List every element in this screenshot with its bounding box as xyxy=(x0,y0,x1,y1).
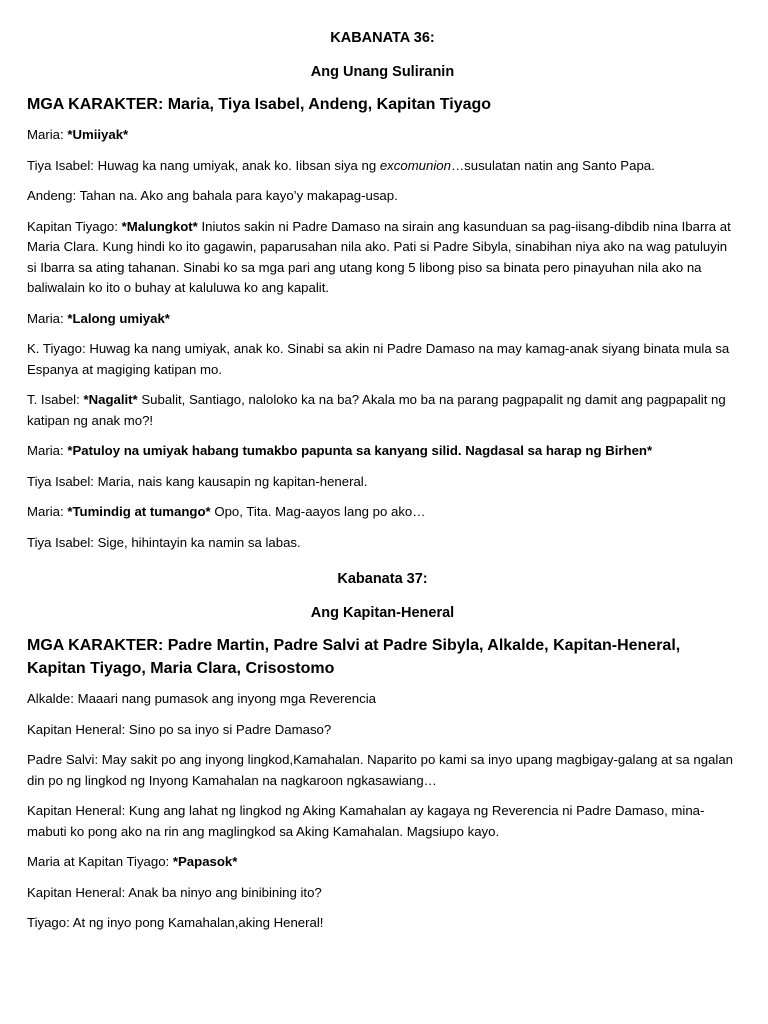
dialogue-line xyxy=(27,750,738,791)
stage-direction: *Lalong umiyak* xyxy=(67,310,170,326)
dialogue-text: Huwag ka nang umiyak, anak ko. Sinabi sa akin ni Padre Damaso na may kamag-anak siyang binata mula sa Espanya at magiging katipan mo. xyxy=(27,341,730,377)
dialogue-line xyxy=(27,801,738,842)
speaker: Kapitan Heneral: xyxy=(27,721,129,737)
dialogue-text: Subalit, Santiago, naloloko ka na ba? Akala mo ba na parang pagpapalit ng damit ang pagpapalit ng katipan ng anak mo?! xyxy=(27,392,726,428)
speaker: T. Isabel: xyxy=(27,392,84,407)
chapter-37-title: Ang Kapitan-Heneral xyxy=(310,605,455,621)
dialogue-text: Huwag ka nang umiyak, anak ko. Iibsan siya ng xyxy=(97,157,380,173)
stage-direction: *Umiiyak* xyxy=(67,127,129,142)
stage-direction: *Nagalit* xyxy=(83,392,138,407)
speaker: Kapitan Heneral: xyxy=(27,803,129,818)
dialogue-text: Sino po sa inyo si Padre Damaso? xyxy=(128,721,332,737)
speaker: Kapitan Heneral: xyxy=(27,884,129,900)
dialogue-text: Iniutos sakin ni Padre Damaso na sirain ang kasunduan sa pag-iisang-dibdib nina Ibarra at Maria Clara. Kung hindi ko ito gagawin, paparusahan nila ako. Pati si Padre Sibyla, sinabihan niya ako na wag patuluyin si Ibarra sa ating tahanan. Sinabi ko sa mga pari ang utang kong 5 libong piso sa binata pero pinayuhan nila ako na baliwalain ko ito o buhay at kaluluwa ko ang kapalit. xyxy=(27,218,731,295)
speaker: Maria: xyxy=(27,504,68,519)
dialogue-text: At ng inyo pong Kamahalan,aking Heneral! xyxy=(72,915,324,930)
chapter-36-characters: MGA KARAKTER: Maria, Tiya Isabel, Andeng, Kapitan Tiyago xyxy=(27,96,492,113)
speaker: K. Tiyago: xyxy=(27,341,90,356)
dialogue-line xyxy=(27,533,738,554)
dialogue-text: Sige, hihintayin ka namin sa labas. xyxy=(97,534,301,550)
dialogue-line xyxy=(27,217,738,299)
chapter-36-title: Ang Unang Suliranin xyxy=(310,64,455,80)
dialogue-line xyxy=(27,441,738,462)
dialogue-line xyxy=(27,339,738,380)
speaker: Maria at Kapitan Tiyago: xyxy=(27,854,173,869)
dialogue-line xyxy=(27,852,738,873)
dialogue-text: Maaari nang pumasok ang inyong mga Reverencia xyxy=(77,691,376,706)
dialogue-line xyxy=(27,913,738,934)
stage-direction: *Tumindig at tumango* xyxy=(67,504,211,519)
dialogue-line xyxy=(27,689,738,710)
dialogue-line xyxy=(27,720,738,741)
dialogue-line xyxy=(27,186,738,207)
speaker: Tiya Isabel: xyxy=(27,157,98,173)
speaker: Maria: xyxy=(27,127,68,142)
speaker: Kapitan Tiyago: xyxy=(27,218,122,234)
stage-direction: *Papasok* xyxy=(172,854,238,869)
speaker: Andeng: xyxy=(27,188,80,203)
stage-direction: *Patuloy na umiyak habang tumakbo papunta sa kanyang silid. Nagdasal sa harap ng Birhen* xyxy=(67,443,653,458)
speaker: Maria: xyxy=(27,443,68,458)
dialogue-text: Opo, Tita. Mag-aayos lang po ako… xyxy=(210,504,426,519)
dialogue-line xyxy=(27,156,738,177)
chapter-36-number: KABANATA 36: xyxy=(330,30,435,46)
dialogue-line xyxy=(27,390,738,431)
dialogue-line xyxy=(27,883,738,904)
dialogue-text: May sakit po ang inyong lingkod,Kamahalan. Naparito po kami sa inyo upang magbigay-galang at sa ngalan din po ng lingkod ng Inyong Kamahalan na nagkaroon ngkasawiang… xyxy=(27,752,733,788)
dialogue-text: …susulatan natin ang Santo Papa. xyxy=(450,157,655,173)
speaker: Tiya Isabel: xyxy=(27,473,98,489)
dialogue-text: Maria, nais kang kausapin ng kapitan-heneral. xyxy=(97,473,368,489)
dialogue-italic: excomunion xyxy=(379,157,451,173)
dialogue-text: Tahan na. Ako ang bahala para kayo’y makapag-usap. xyxy=(79,188,398,203)
dialogue-line xyxy=(27,125,738,146)
speaker: Tiyago: xyxy=(27,915,73,930)
chapter-37-number: Kabanata 37: xyxy=(337,571,428,587)
dialogue-line xyxy=(27,502,738,523)
dialogue-line xyxy=(27,472,738,493)
dialogue-line xyxy=(27,309,738,330)
dialogue-text: Kung ang lahat ng lingkod ng Aking Kamahalan ay kagaya ng Reverencia ni Padre Damaso, mina-mabuti ko pong ako na rin ang maglingkod sa Aking Kamahalan. Magsiupo kayo. xyxy=(27,803,705,839)
dialogue-text: Anak ba ninyo ang binibining ito? xyxy=(128,884,322,900)
chapter-37-characters: MGA KARAKTER: Padre Martin, Padre Salvi at Padre Sibyla, Alkalde, Kapitan-Heneral, Kapitan Tiyago, Maria Clara, Crisostomo xyxy=(27,637,681,677)
speaker: Alkalde: xyxy=(27,691,78,706)
speaker: Maria: xyxy=(27,310,68,326)
speaker: Padre Salvi: xyxy=(27,752,102,767)
speaker: Tiya Isabel: xyxy=(27,534,98,550)
stage-direction: *Malungkot* xyxy=(121,218,198,234)
